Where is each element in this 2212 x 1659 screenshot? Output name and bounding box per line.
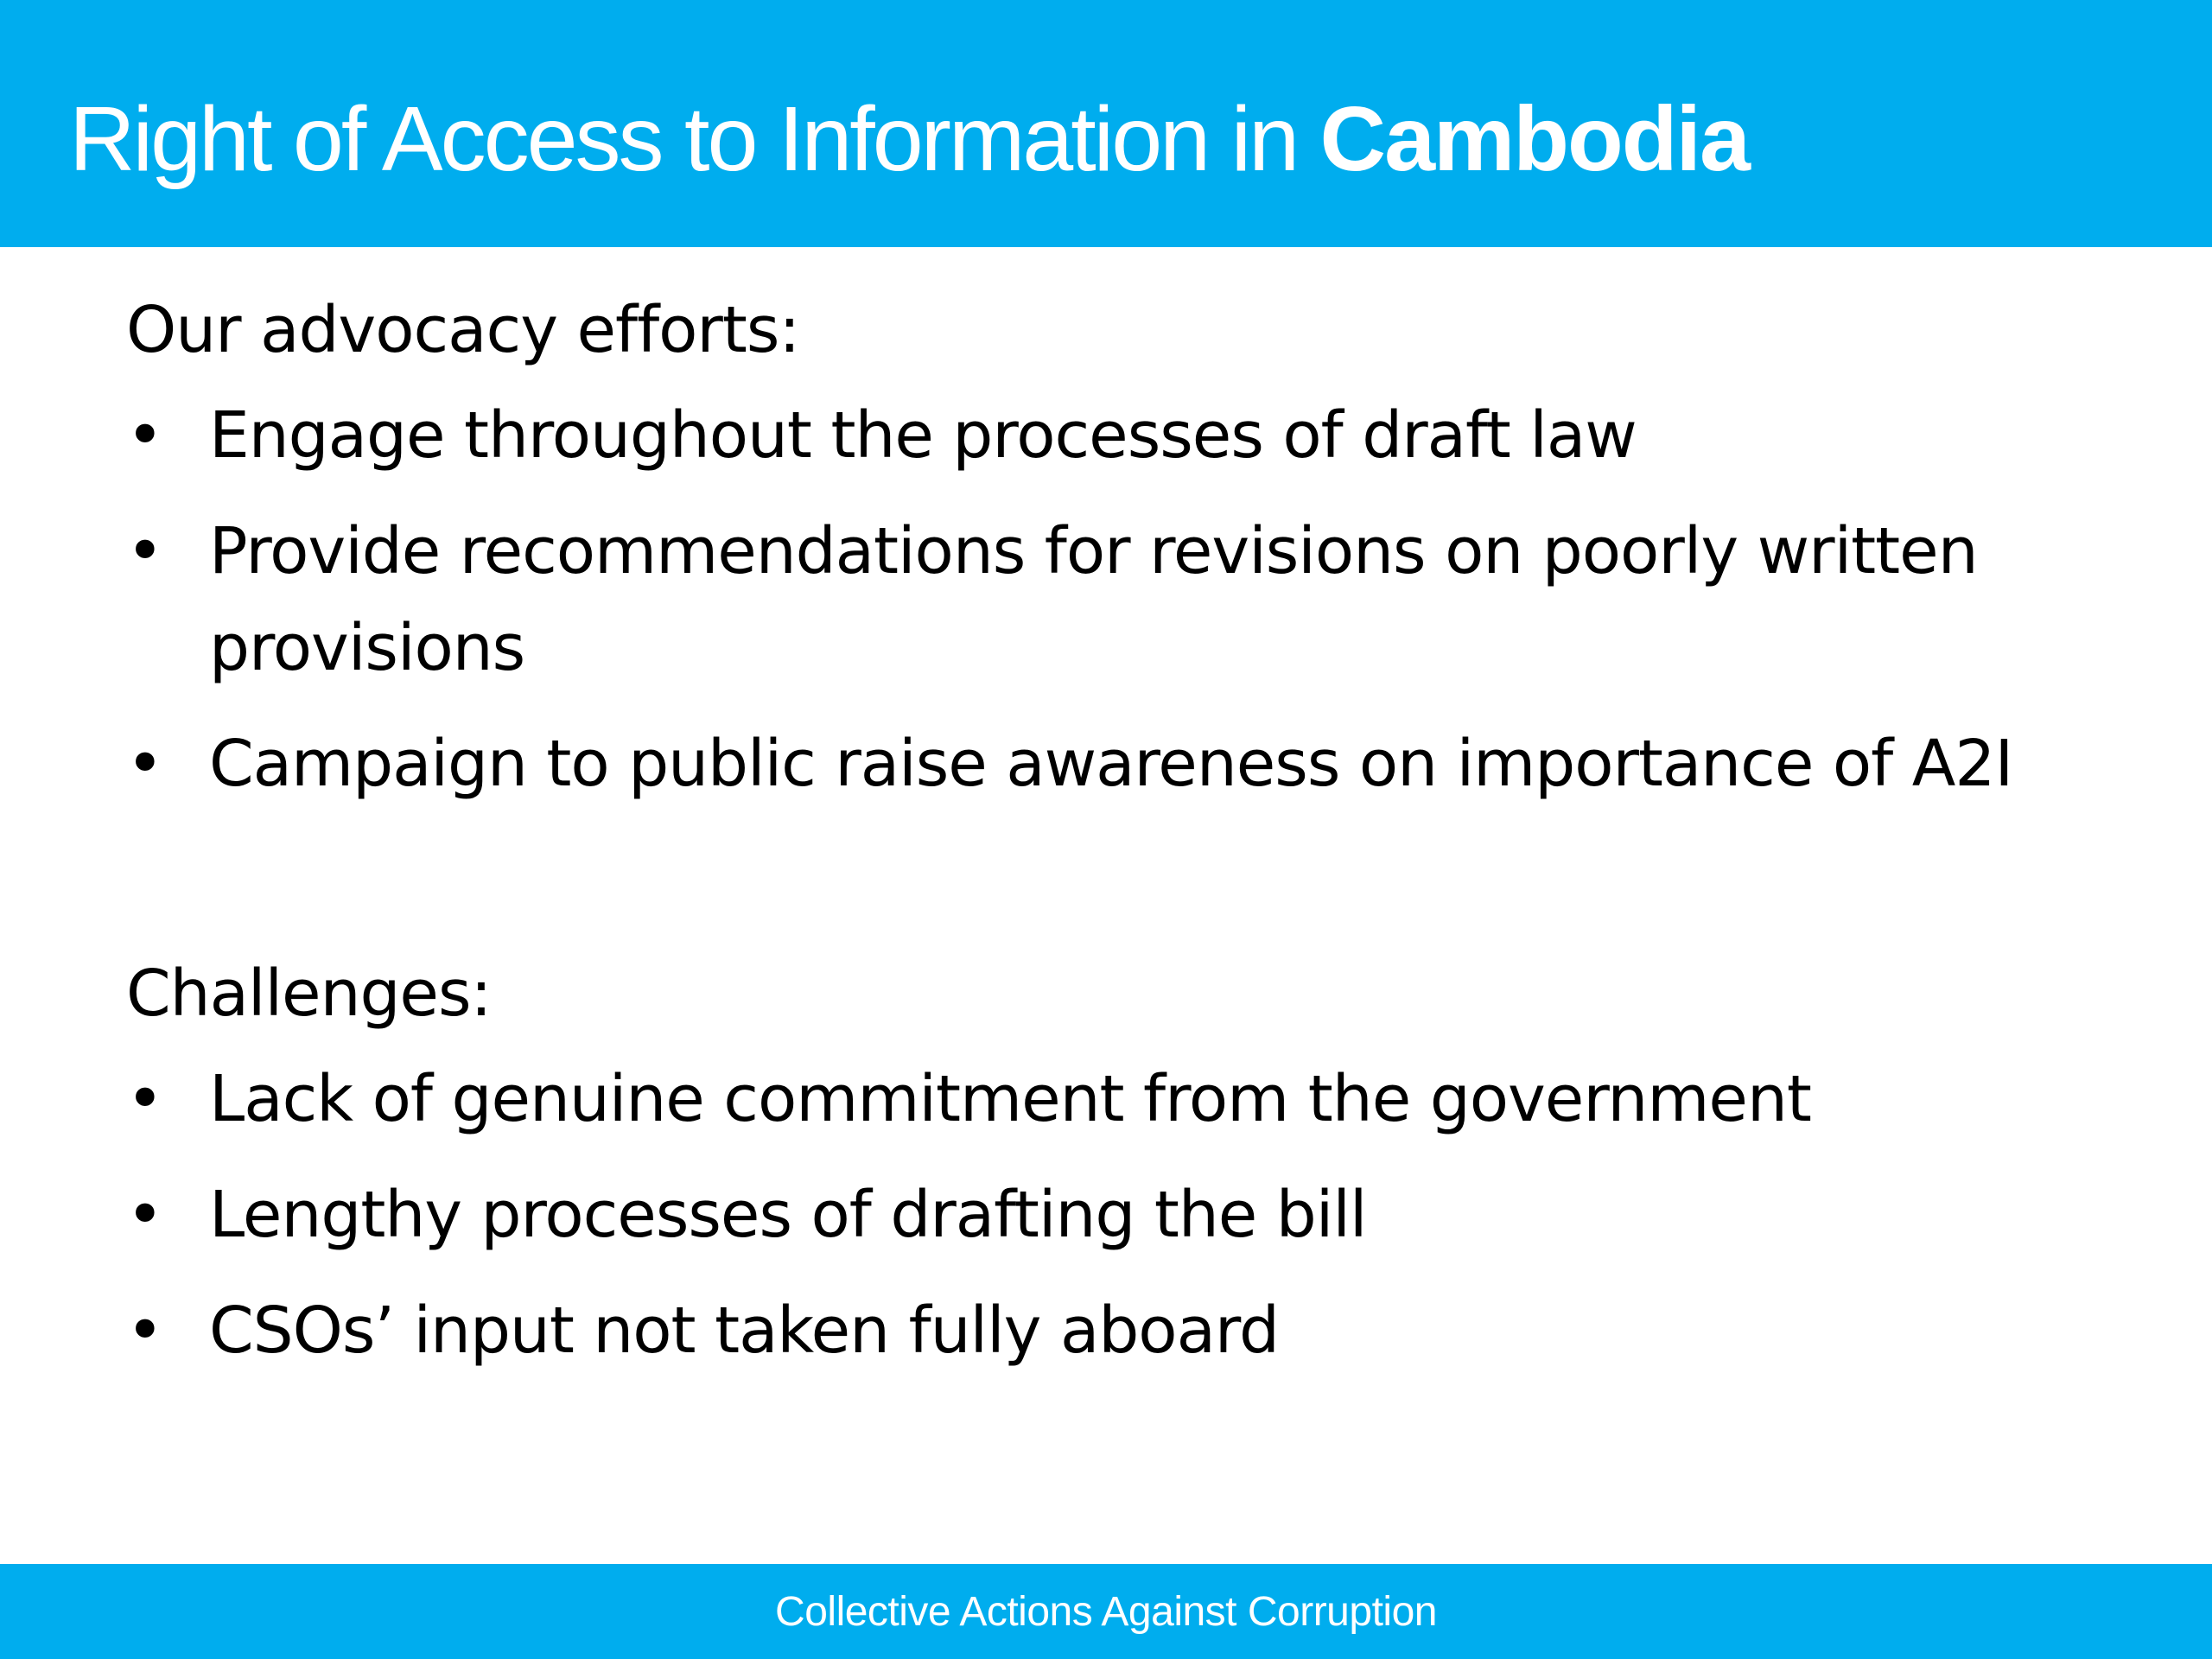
advocacy-section — [126, 278, 2113, 812]
bullet-icon: • — [126, 514, 163, 588]
slide-title-regular: Right of Access to Information in — [69, 88, 1320, 190]
challenges-heading: Challenges: — [126, 957, 492, 1031]
list-item-text: Lack of genuine commitment from the government — [209, 1062, 1811, 1136]
challenges-list — [126, 1051, 2113, 1379]
list-item — [126, 1051, 2113, 1147]
challenges-section — [126, 942, 2113, 1379]
list-item — [126, 1282, 2113, 1379]
list-item — [126, 1166, 2113, 1263]
bullet-icon: • — [126, 727, 163, 801]
bullet-icon: • — [126, 1178, 163, 1252]
advocacy-heading: Our advocacy efforts: — [126, 293, 800, 367]
bullet-icon: • — [126, 398, 163, 473]
section-spacer — [126, 831, 2113, 942]
slide-title — [69, 83, 1749, 195]
bullet-icon: • — [126, 1062, 163, 1136]
list-item-text: Lengthy processes of drafting the bill — [209, 1178, 1367, 1252]
list-item — [126, 387, 2113, 484]
list-item-text: CSOs’ input not taken fully aboard — [209, 1294, 1280, 1368]
footer-bar — [0, 1564, 2212, 1659]
bullet-icon: • — [126, 1294, 163, 1368]
list-item-text: Campaign to public raise awareness on importance of A2I — [209, 727, 2013, 801]
list-item — [126, 715, 2113, 812]
slide-content — [126, 278, 2113, 1398]
slide-title-country: Cambodia — [1319, 88, 1749, 190]
header-bar — [0, 0, 2212, 247]
advocacy-list — [126, 387, 2113, 812]
footer-text: Collective Actions Against Corruption — [775, 1588, 1437, 1635]
list-item-text: Engage throughout the processes of draft law — [209, 398, 1637, 473]
list-item — [126, 503, 2113, 696]
list-item-text: Provide recommendations for revisions on poorly written provisions — [209, 514, 1978, 685]
